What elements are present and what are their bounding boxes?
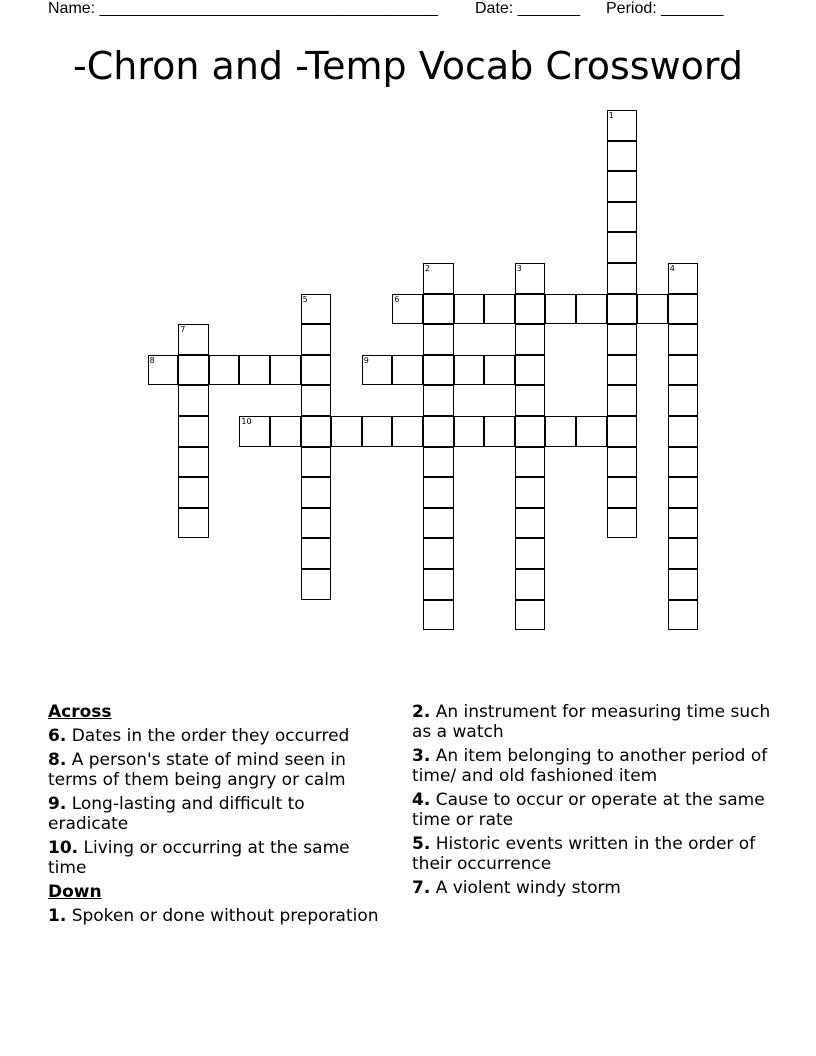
crossword-cell[interactable] <box>301 538 332 569</box>
crossword-cell[interactable] <box>178 508 209 539</box>
page-title: -Chron and -Temp Vocab Crossword <box>73 44 743 88</box>
clue-item <box>412 878 782 898</box>
crossword-cell[interactable] <box>178 447 209 478</box>
crossword-cell[interactable] <box>607 141 638 172</box>
clues-right-column <box>412 702 782 902</box>
clue-text: Cause to occur or operate at the same time or rate <box>412 790 765 830</box>
crossword-cell[interactable] <box>515 416 546 447</box>
clue-text: Spoken or done without preporation <box>71 906 379 926</box>
crossword-cell[interactable] <box>607 508 638 539</box>
clue-text: An instrument for measuring time such as a watch <box>412 702 771 742</box>
crossword-cell[interactable] <box>392 416 423 447</box>
crossword-cell[interactable] <box>668 477 699 508</box>
crossword-cell[interactable] <box>178 355 209 386</box>
crossword-cell[interactable] <box>178 385 209 416</box>
clue-item <box>412 746 782 786</box>
clue-text: A violent windy storm <box>435 878 621 898</box>
clue-number: 4. <box>412 790 431 810</box>
name-field-label: Name: ______________________________________ <box>48 0 438 17</box>
crossword-cell[interactable] <box>423 600 454 631</box>
crossword-cell[interactable] <box>515 294 546 325</box>
crossword-cell[interactable] <box>454 416 485 447</box>
crossword-cell[interactable] <box>668 447 699 478</box>
clue-number-label: 8 <box>149 355 155 365</box>
clue-item <box>48 838 388 878</box>
crossword-cell[interactable] <box>545 294 576 325</box>
clue-item <box>412 834 782 874</box>
clue-text: Living or occurring at the same time <box>48 838 350 878</box>
crossword-cell[interactable] <box>515 355 546 386</box>
crossword-cell[interactable] <box>515 447 546 478</box>
crossword-cell[interactable] <box>484 355 515 386</box>
crossword-cell[interactable] <box>423 569 454 600</box>
clues-left-column <box>48 702 388 930</box>
crossword-cell[interactable] <box>301 508 332 539</box>
crossword-cell[interactable] <box>607 202 638 233</box>
crossword-cell[interactable] <box>607 232 638 263</box>
crossword-cell[interactable] <box>576 416 607 447</box>
crossword-cell[interactable] <box>423 385 454 416</box>
crossword-cell[interactable] <box>607 477 638 508</box>
crossword-cell[interactable] <box>637 294 668 325</box>
crossword-cell[interactable] <box>668 385 699 416</box>
clue-number-label: 2 <box>425 264 431 273</box>
crossword-cell[interactable] <box>515 569 546 600</box>
clue-text: A person's state of mind seen in terms of them being angry or calm <box>48 750 346 790</box>
crossword-cell[interactable] <box>668 416 699 447</box>
date-field-label: Date: _______ <box>475 0 580 17</box>
clue-number-label: 1 <box>608 111 614 120</box>
crossword-cell[interactable] <box>515 538 546 569</box>
clue-number: 1. <box>48 906 67 926</box>
crossword-cell[interactable] <box>423 477 454 508</box>
crossword-cell[interactable] <box>545 416 576 447</box>
crossword-cell[interactable] <box>423 355 454 386</box>
crossword-cell[interactable] <box>576 294 607 325</box>
clue-number: 7. <box>412 878 431 898</box>
crossword-cell[interactable] <box>668 508 699 539</box>
crossword-cell[interactable] <box>668 324 699 355</box>
crossword-cell[interactable] <box>301 477 332 508</box>
crossword-cell[interactable] <box>454 355 485 386</box>
clue-number: 8. <box>48 750 67 770</box>
clue-item <box>412 790 782 830</box>
crossword-cell[interactable] <box>668 538 699 569</box>
crossword-cell[interactable] <box>484 294 515 325</box>
crossword-cell[interactable] <box>423 447 454 478</box>
clue-number: 10. <box>48 838 79 858</box>
crossword-cell[interactable] <box>209 355 240 386</box>
across-heading: Across <box>48 702 112 722</box>
crossword-cell[interactable] <box>484 416 515 447</box>
crossword-cell[interactable] <box>607 385 638 416</box>
crossword-cell[interactable] <box>668 294 699 325</box>
crossword-cell[interactable] <box>607 294 638 325</box>
crossword-cell[interactable] <box>668 569 699 600</box>
crossword-cell[interactable] <box>423 508 454 539</box>
clue-text: Historic events written in the order of their occurrence <box>412 834 756 874</box>
clue-text: Long-lasting and difficult to eradicate <box>48 794 305 834</box>
clue-number-label: 7 <box>180 325 186 335</box>
crossword-cell[interactable] <box>178 477 209 508</box>
clue-number-label: 4 <box>669 264 675 273</box>
crossword-cell[interactable] <box>607 324 638 355</box>
crossword-cell[interactable] <box>668 355 699 386</box>
crossword-cell[interactable] <box>607 447 638 478</box>
clue-item <box>412 702 782 742</box>
down-heading: Down <box>48 882 102 902</box>
clue-number-label: 9 <box>363 355 369 365</box>
clue-number: 5. <box>412 834 431 854</box>
crossword-cell[interactable] <box>270 355 301 386</box>
crossword-cell[interactable] <box>423 294 454 325</box>
crossword-cell[interactable] <box>331 416 362 447</box>
clue-number: 2. <box>412 702 431 722</box>
crossword-cell[interactable] <box>515 385 546 416</box>
clue-item <box>48 726 388 746</box>
clue-number: 9. <box>48 794 67 814</box>
crossword-cell[interactable] <box>423 416 454 447</box>
clue-item <box>48 794 388 834</box>
crossword-cell[interactable] <box>515 477 546 508</box>
crossword-cell[interactable] <box>301 324 332 355</box>
clue-number-label: 6 <box>394 294 400 304</box>
crossword-cell[interactable] <box>270 416 301 447</box>
crossword-cell[interactable] <box>392 355 423 386</box>
clue-text: An item belonging to another period of time/ and old fashioned item <box>412 746 768 786</box>
crossword-cell[interactable] <box>668 600 699 631</box>
period-field-label: Period: _______ <box>606 0 724 17</box>
crossword-cell[interactable] <box>301 447 332 478</box>
crossword-cell[interactable] <box>454 294 485 325</box>
clue-text: Dates in the order they occurred <box>71 726 350 746</box>
clue-number: 3. <box>412 746 431 766</box>
crossword-cell[interactable] <box>515 600 546 631</box>
crossword-cell[interactable] <box>607 355 638 386</box>
crossword-cell[interactable] <box>301 385 332 416</box>
clue-number: 6. <box>48 726 67 746</box>
crossword-cell[interactable] <box>607 171 638 202</box>
clue-number-label: 3 <box>516 264 522 273</box>
crossword-cell[interactable] <box>178 416 209 447</box>
crossword-cell[interactable] <box>515 508 546 539</box>
crossword-cell[interactable] <box>301 569 332 600</box>
crossword-cell[interactable] <box>423 324 454 355</box>
crossword-cell[interactable] <box>607 263 638 294</box>
clue-item <box>48 906 388 926</box>
clue-number-label: 5 <box>302 294 308 304</box>
crossword-cell[interactable] <box>301 416 332 447</box>
crossword-cell[interactable] <box>515 324 546 355</box>
clue-item <box>48 750 388 790</box>
crossword-cell[interactable] <box>239 355 270 386</box>
clue-number-label: 10 <box>241 417 252 426</box>
crossword-cell[interactable] <box>607 416 638 447</box>
crossword-cell[interactable] <box>362 416 393 447</box>
crossword-cell[interactable] <box>301 355 332 386</box>
crossword-cell[interactable] <box>423 538 454 569</box>
